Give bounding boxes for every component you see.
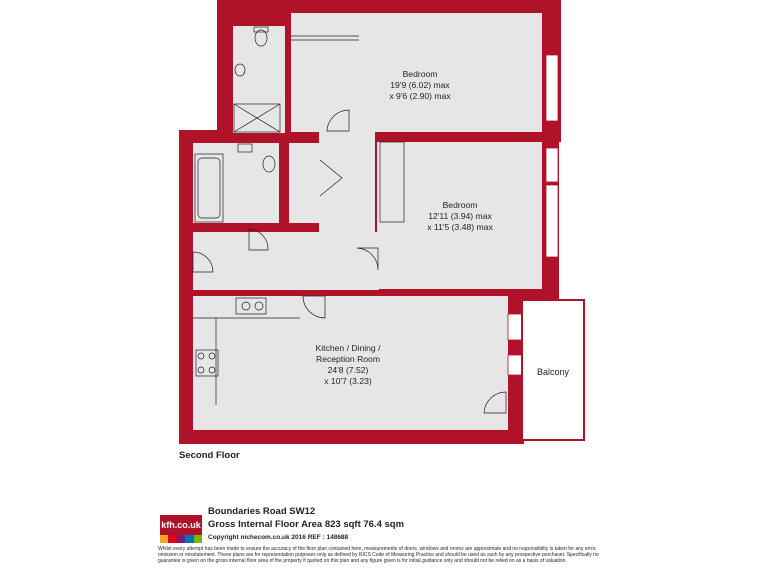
- bedroom-1-dim1: 19'9 (6.02) max: [390, 80, 450, 90]
- copyright-notice: Copyright nichecom.co.uk 2016 REF : 148688: [208, 534, 349, 541]
- disclaimer-text: Whilst every attempt has been made to ensure the accuracy of the floor plan contained here, measurements of doors, windows and rooms are approximate and no responsibility is taken for any error, omission or misstatement. These plans are for representation purposes only as defined by RICS Code of Measuring Practice and should be used as such by any prospective purchaser. Specifically no guarantee is given on the gross internal floor area of the property if quoted on this plan and any figure given is for initial guidance only and should not be relied on as a basis of valuation.: [158, 546, 599, 565]
- kitchen-name-2: Reception Room: [315, 354, 381, 364]
- bathroom-floor: [193, 143, 279, 223]
- bedroom-2-dim2: x 11'5 (3.48) max: [427, 222, 493, 232]
- property-address: Boundaries Road SW12: [208, 506, 316, 517]
- cupboard-floor: [289, 143, 319, 223]
- logo-color-bar: [160, 535, 202, 543]
- bedroom-1-name: Bedroom: [402, 69, 438, 79]
- bedroom-2-dim1: 12'11 (3.94) max: [428, 211, 492, 221]
- bedroom-2-name: Bedroom: [442, 200, 478, 210]
- balcony-name: Balcony: [536, 367, 570, 377]
- kfh-logo: [160, 515, 202, 543]
- kitchen-name-1: Kitchen / Dining /: [315, 343, 381, 353]
- floor-label: Second Floor: [179, 450, 240, 461]
- bedroom-1-dim2: x 9'6 (2.90) max: [389, 91, 451, 101]
- kitchen-dim1: 24'8 (7.52): [327, 365, 369, 375]
- kitchen-dim2: x 10'7 (3.23): [324, 376, 372, 386]
- hallway-floor-lower: [193, 232, 379, 290]
- gross-internal-area: Gross Internal Floor Area 823 sqft 76.4 sqm: [208, 519, 405, 530]
- logo-text: kfh.co.uk: [160, 515, 202, 535]
